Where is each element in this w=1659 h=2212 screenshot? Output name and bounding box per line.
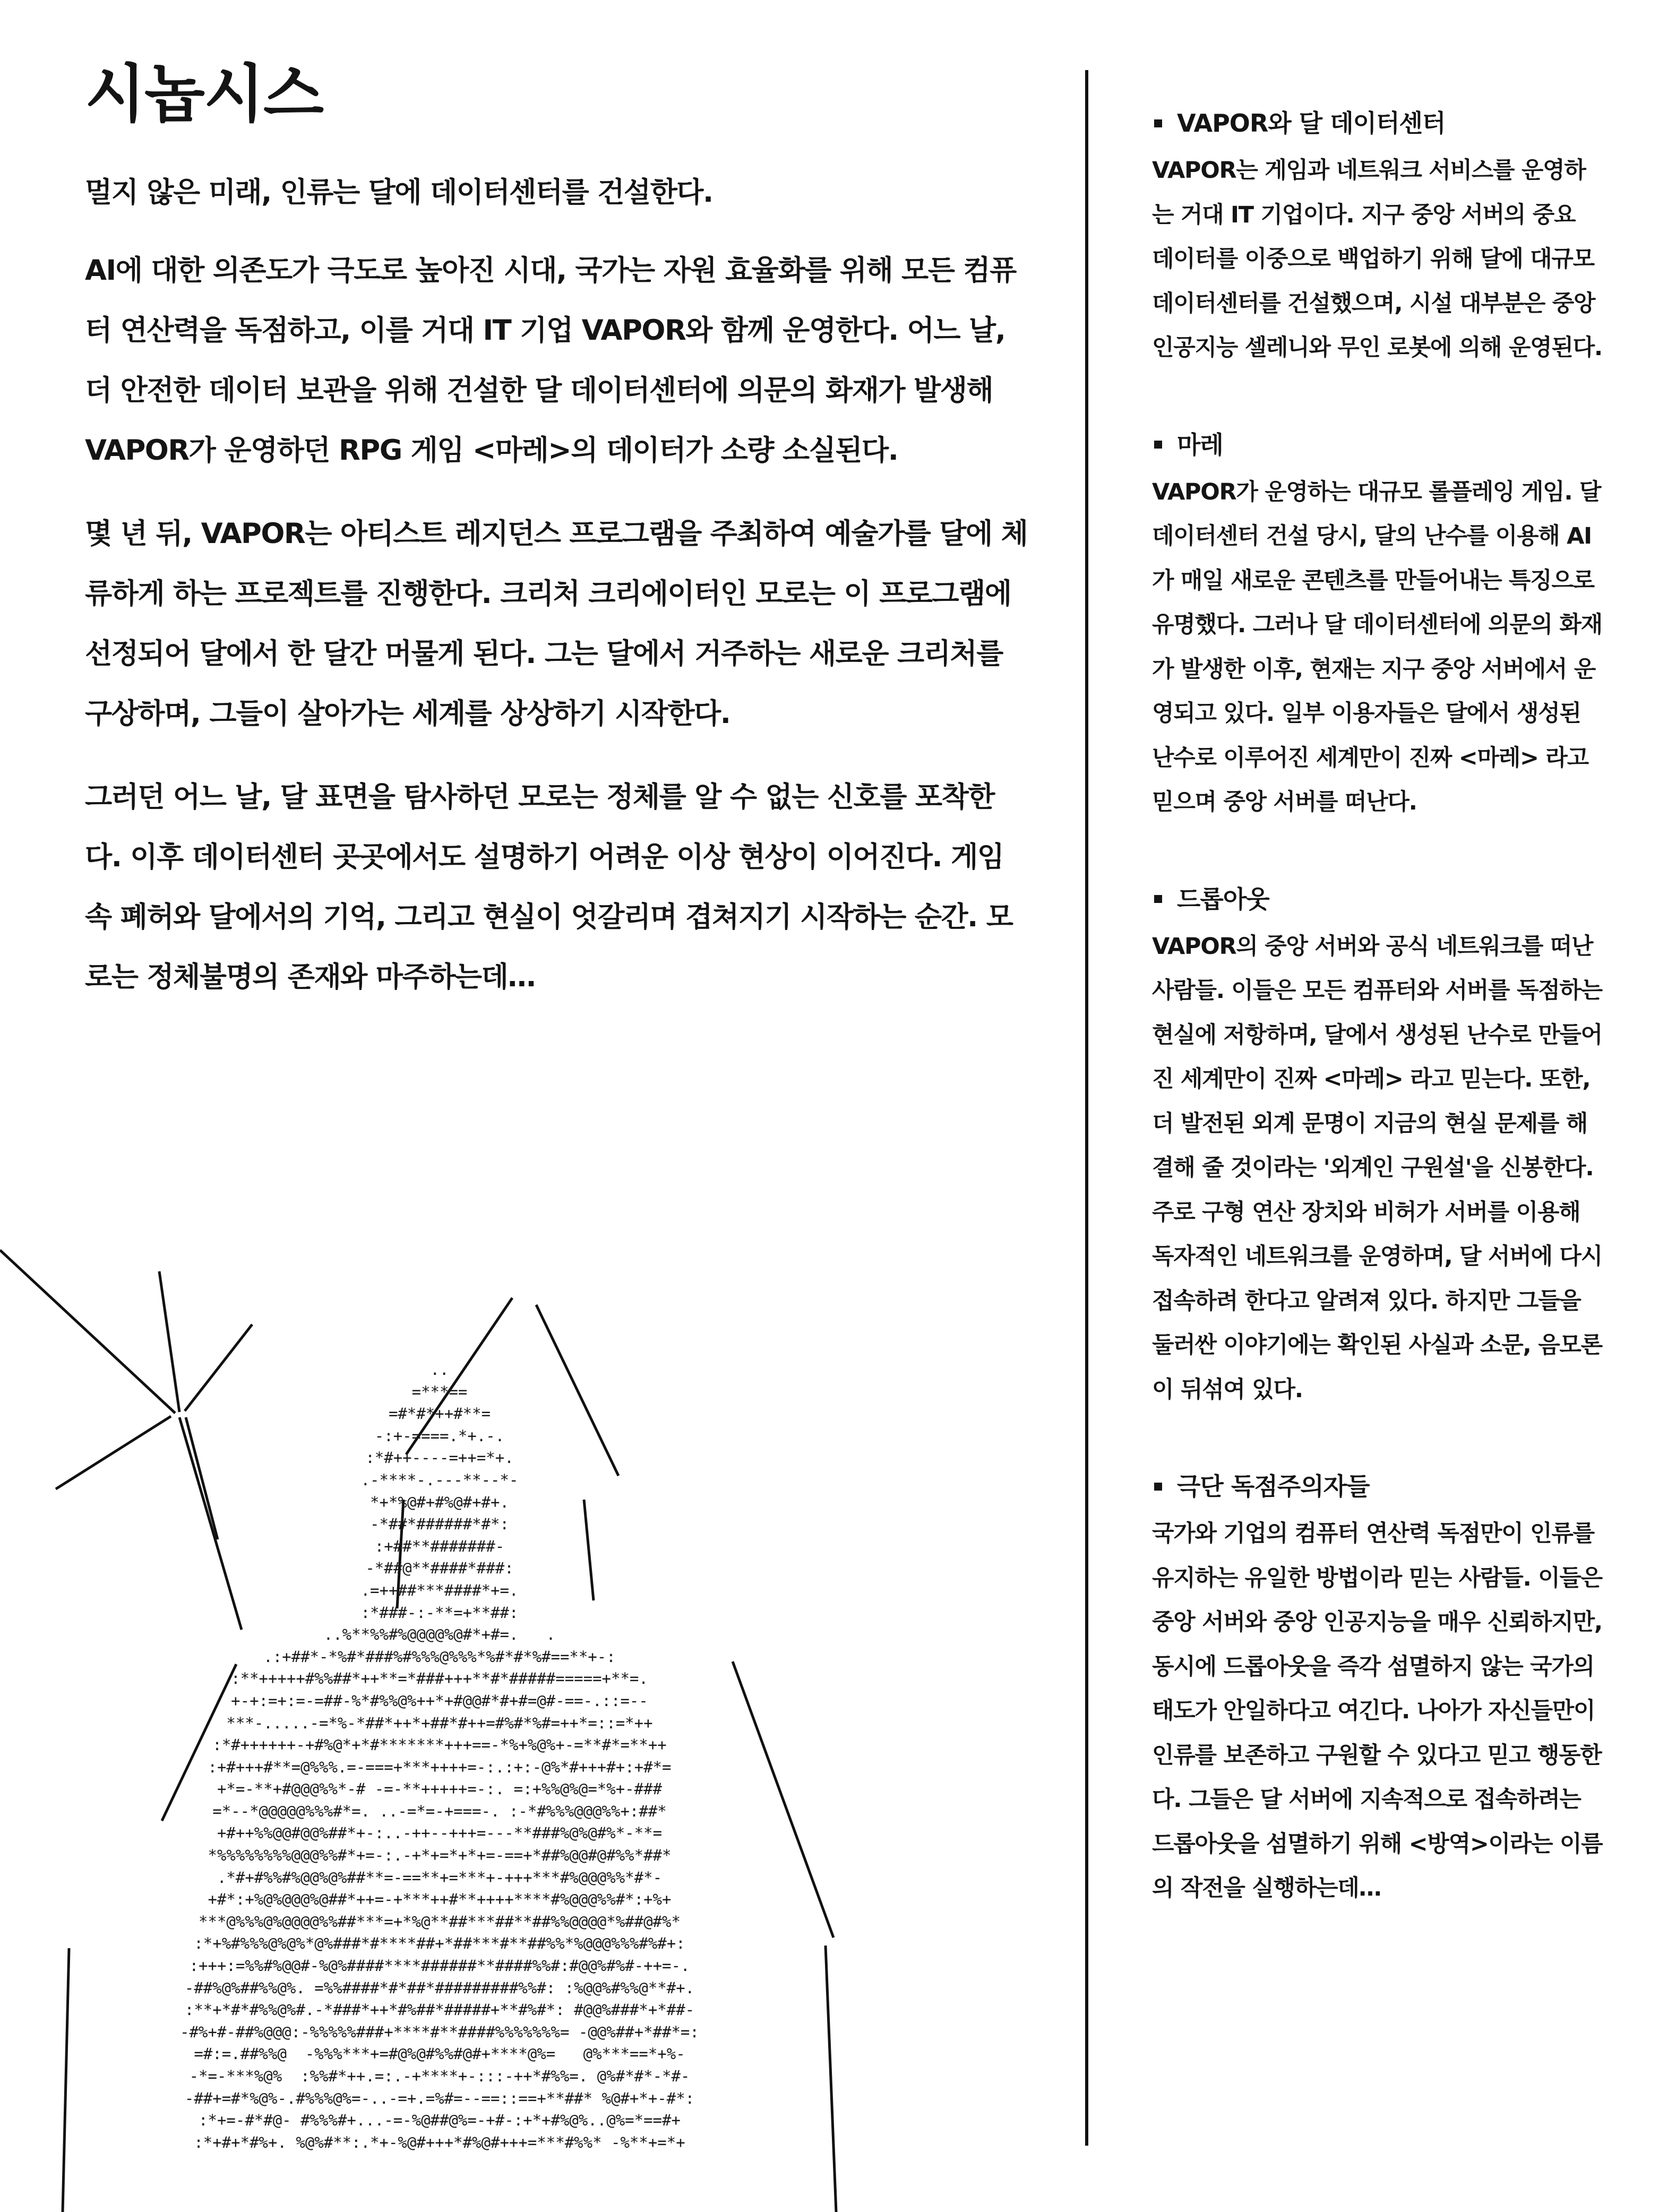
glossary-entry-vapor xyxy=(1152,106,1603,371)
glossary-text: VAPOR의 중앙 서버와 공식 네트워크를 떠난 사람들. 이들은 모든 컴퓨터와 서버를 독점하는 현실에 저항하며, 달에서 생성된 난수로 만들어진 세계만이 진짜 <마레> 라고 믿는다. 또한, 더 발전된 외계 문명이 지금의 현실 문제를 해결해 줄 것이라는 '외계인 구원설'을 신봉한다. 주로 구형 연산 장치와 비허가 서버를 이용해 독자적인 네트워크를 운영하며, 달 서버에 다시 접속하려 한다고 알려져 있다. 하지만 그들을 둘러싼 이야기에는 확인된 사실과 소문, 음모론이 뒤섞여 있다. xyxy=(1152,933,1602,1403)
synopsis-body xyxy=(85,173,1030,1030)
glossary-sidebar xyxy=(1152,106,1603,1968)
square-bullet-icon xyxy=(1154,1483,1162,1491)
glossary-entry-monopolists xyxy=(1152,1469,1603,1911)
glossary-term: 극단 독점주의자들 xyxy=(1177,1472,1370,1501)
synopsis-paragraph-3: 그러던 어느 날, 달 표면을 탐사하던 모로는 정체를 알 수 없는 신호를 포착한다. 이후 데이터센터 곳곳에서도 설명하기 어려운 이상 현상이 이어진다. 게임 속 폐허와 달에서의 기억, 그리고 현실이 엇갈리며 겹쳐지기 시작하는 순간. 모로는 정체불명의 존재와 마주하는데… xyxy=(85,781,1013,993)
glossary-text: VAPOR가 운영하는 대규모 롤플레잉 게임. 달 데이터센터 건설 당시, 달의 난수를 이용해 AI가 매일 새로운 콘텐츠를 만들어내는 특징으로 유명했다. 그러나 달 데이터센터에 의문의 화재가 발생한 이후, 현재는 지구 중앙 서버에서 운영되고 있다. 일부 이용자들은 달에서 생성된 난수로 이루어진 세계만이 진짜 <마레> 라고 믿으며 중앙 서버를 떠난다. xyxy=(1152,478,1602,815)
glossary-term: 드롭아웃 xyxy=(1177,884,1269,914)
ray-line-14 xyxy=(826,1946,836,2212)
glossary-entry-dropout xyxy=(1152,882,1603,1413)
glossary-term: 마레 xyxy=(1177,430,1223,459)
column-divider xyxy=(1085,70,1088,2146)
synopsis-paragraph-1: AI에 대한 의존도가 극도로 높아진 시대, 국가는 자원 효율화를 위해 모든 컴퓨터 연산력을 독점하고, 이를 거대 IT 기업 VAPOR와 함께 운영한다. 어느 날, 더 안전한 데이터 보관을 위해 건설한 달 데이터센터에 의문의 화재가 발생해 VAPOR가 운영하던 RPG 게임 <마레>의 데이터가 소량 소실된다. xyxy=(85,254,1016,467)
square-bullet-icon xyxy=(1154,441,1162,449)
glossary-text: VAPOR는 게임과 네트워크 서비스를 운영하는 거대 IT 기업이다. 지구 중앙 서버의 중요 데이터를 이중으로 백업하기 위해 달에 대규모 데이터센터를 건설했으며, 시설 대부분은 중앙 인공지능 셀레니와 무인 로봇에 의해 운영된다. xyxy=(1152,157,1602,361)
glossary-entry-mare xyxy=(1152,428,1603,825)
synopsis-lead: 멀지 않은 미래, 인류는 달에 데이터센터를 건설한다. xyxy=(85,176,713,209)
page-title: 시놉시스 xyxy=(85,57,323,131)
glossary-term: VAPOR와 달 데이터센터 xyxy=(1177,109,1446,137)
glossary-text: 국가와 기업의 컴퓨터 연산력 독점만이 인류를 유지하는 유일한 방법이라 믿는 사람들. 이들은 중앙 서버와 중앙 인공지능을 매우 신뢰하지만, 동시에 드롭아웃을 즉각 섬멸하지 않는 국가의 태도가 안일하다고 여긴다. 나아가 자신들만이 인류를 보존하고 구원할 수 있다고 믿고 행동한다. 그들은 달 서버에 지속적으로 접속하려는 드롭아웃을 섬멸하기 위해 <방역>이라는 이름의 작전을 실행하는데… xyxy=(1152,1520,1603,1901)
square-bullet-icon xyxy=(1154,895,1162,903)
ascii-art-text: .. =***== =#*#*++#**= -:+-====.*+.-. :*#++----=++=*+. .-****-.---**--*- *+*%@#+#%@#+#+. -*##*######*#*: :+##**#######- -*##@**####*###: .=++##***####*+=. :*###-:-**=+**##: ..%**%%#%@@@@%@#*+#=. . .:+##*-*%#*###%#%%%@%%%*%#*#*%#==**+-: :**+++++#%%##*++**=*###+++**#*#####=====+**=. +-+:=+:=-=##-%*#%%@%++*+#@@#*#+#=@#-==-.::=-- ***-.....-=*%-*##*++*+##*#++=#%#*%#=++*=::=*++ :*#++++++-+#%@*+*#*******+++==-*%+%@%+-=**#*=**++ :+#+++#**=@%%%.=-===+***++++=-:.:+:-@%*#+++#+:+#*= +*=-**+#@@@%%*-# -=-**+++++=-:. =:+%%@%@=*%+-### =*--*@@@@@%%%#*=. ..-=*=-+===-. :-*#%%%@@@%%+:##* +#++%%@@#@@%##*+-:..-++--+++=---**###%@%@#%*-**= *%%%%%%%%@@@%%#*+=-:.-+*+=*+*+=-==+*##%@@#@#%%*##* .*#+#%%#%@@%@%##**=-==**+=***+-+++***#%@@@%%*#*- +#*:+%@%@@@%@##*++=-+***++#**++++****#%@@@%%#*:+%+ ***@%%%@%@@@@%%##***=+*%@**##***##**##%%@@@@*%##@#%* :*+%#%%%@%@%*@%###*#****##+*##***#**##%%*%@@@%%%#%#+: :+++:=%%#%@@#-%@%####****######**####%%#:#@@%#%#-++=-. -##%@%##%%@%. =%%####*#*##*#########%%#: :%@@%#%%@**#+. :**+*#*#%%@%#.-*###*++*#%##*#####+**#%#*: #@@%###*+*##- -#%+#-##%@@@:-%%%%%###+****#**####%%%%%%%= -@@%##+*##*=: =#:=.##%%@ -%%%***+=#@%@#%%#@#+****@%= @%***==*+%- -*=-***%@% :%%#*++.=:.-+****+-:::-++*#%%=. @%#*#*-*#- -##+=#*%@%-.#%%%@%=-..-=+.=%#=--==::==+**##* %@#+*+-#*: :*+=-#*#@- #%%%#+...-=-%@##@%=-+#-:+*+#%@%..@%=*==#+ :*+#+*#%+. %@%#**:.*+-%@#+++*#%@#+++=***#%%* -%**+=*+ xyxy=(180,1361,699,2151)
square-bullet-icon xyxy=(1154,119,1162,127)
synopsis-paragraph-2: 몇 년 뒤, VAPOR는 아티스트 레지던스 프로그램을 주최하여 예술가를 달에 체류하게 하는 프로젝트를 진행한다. 크리처 크리에이터인 모로는 이 프로그램에 선정되어 달에서 한 달간 머물게 된다. 그는 달에서 거주하는 새로운 크리처를 구상하며, 그들이 살아가는 세계를 상상하기 시작한다. xyxy=(85,518,1028,730)
ascii-art-illustration xyxy=(0,1205,876,2212)
